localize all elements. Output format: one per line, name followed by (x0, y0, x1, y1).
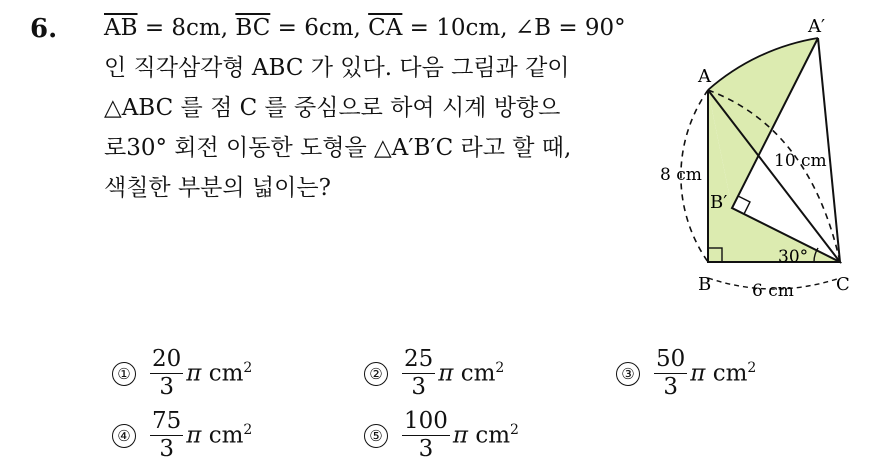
label-a: A (698, 66, 711, 87)
choice-3-mark: ③ (616, 362, 640, 386)
choice-1-numerator: 20 (152, 346, 182, 372)
choice-1-fraction (150, 348, 183, 399)
choice-3-fraction (654, 348, 687, 399)
segment-ab-value: = 8cm, (137, 15, 236, 41)
rotation-figure (650, 8, 880, 308)
segment-bc: $\overline{BC}$ (235, 15, 271, 41)
choice-4-mark: ④ (112, 424, 136, 448)
choice-3-numerator: 50 (656, 346, 686, 372)
question-stem (104, 8, 644, 208)
label-c: C (836, 274, 850, 295)
segment-ca-value: = 10cm, ∠B = 90° (402, 15, 626, 41)
label-side-ca: 10 cm (774, 151, 827, 171)
choice-5-numerator: 100 (404, 408, 448, 434)
stem-line-1 (104, 8, 644, 48)
choice-2-fraction (402, 348, 435, 399)
choice-5-mark: ⑤ (364, 424, 388, 448)
stem-line-2: 인 직각삼각형 ABC 가 있다. 다음 그림과 같이 (104, 55, 570, 81)
stem-line-5: 색칠한 부분의 넓이는? (104, 175, 331, 201)
choice-5-denominator: 3 (418, 436, 434, 462)
stem-line-3: △ABC 를 점 C 를 중심으로 하여 시계 방향으 (104, 95, 561, 121)
label-angle: 30° (778, 247, 809, 267)
choice-4-denominator: 3 (159, 436, 174, 462)
label-a-prime: A′ (808, 16, 826, 37)
choice-3-unit: π $cm^2$ (690, 360, 757, 387)
choice-5-fraction (402, 410, 450, 461)
choice-4-numerator: 75 (152, 408, 182, 434)
stem-line-4: 로30° 회전 이동한 도형을 △A′B′C 라고 할 때, (104, 135, 572, 161)
segment-bc-value: = 6cm, (270, 15, 369, 41)
choice-2-mark: ② (364, 362, 388, 386)
question-number: 6. (30, 14, 58, 44)
choice-1[interactable] (112, 348, 252, 399)
segment-ca: $\overline{CA}$ (368, 15, 403, 41)
label-b: B (698, 274, 712, 295)
choice-2-numerator: 25 (404, 346, 434, 372)
choice-1-denominator: 3 (159, 374, 174, 400)
choice-1-unit: π $cm^2$ (186, 360, 253, 387)
choice-5-unit: π $cm^2$ (452, 422, 519, 449)
choice-5[interactable] (364, 410, 519, 461)
segment-ab: $\overline{AB}$ (104, 15, 138, 41)
choice-4[interactable] (112, 410, 252, 461)
choice-2-unit: π $cm^2$ (438, 360, 505, 387)
choice-4-unit: π $cm^2$ (186, 422, 253, 449)
choice-3[interactable] (616, 348, 756, 399)
choice-3-denominator: 3 (663, 374, 678, 400)
label-side-ab: 8 cm (660, 165, 702, 185)
choice-2-denominator: 3 (411, 374, 426, 400)
choice-2[interactable] (364, 348, 504, 399)
label-side-bc: 6 cm (752, 281, 794, 301)
choice-1-mark: ① (112, 362, 136, 386)
label-b-prime: B′ (710, 192, 728, 213)
choice-4-fraction (150, 410, 183, 461)
